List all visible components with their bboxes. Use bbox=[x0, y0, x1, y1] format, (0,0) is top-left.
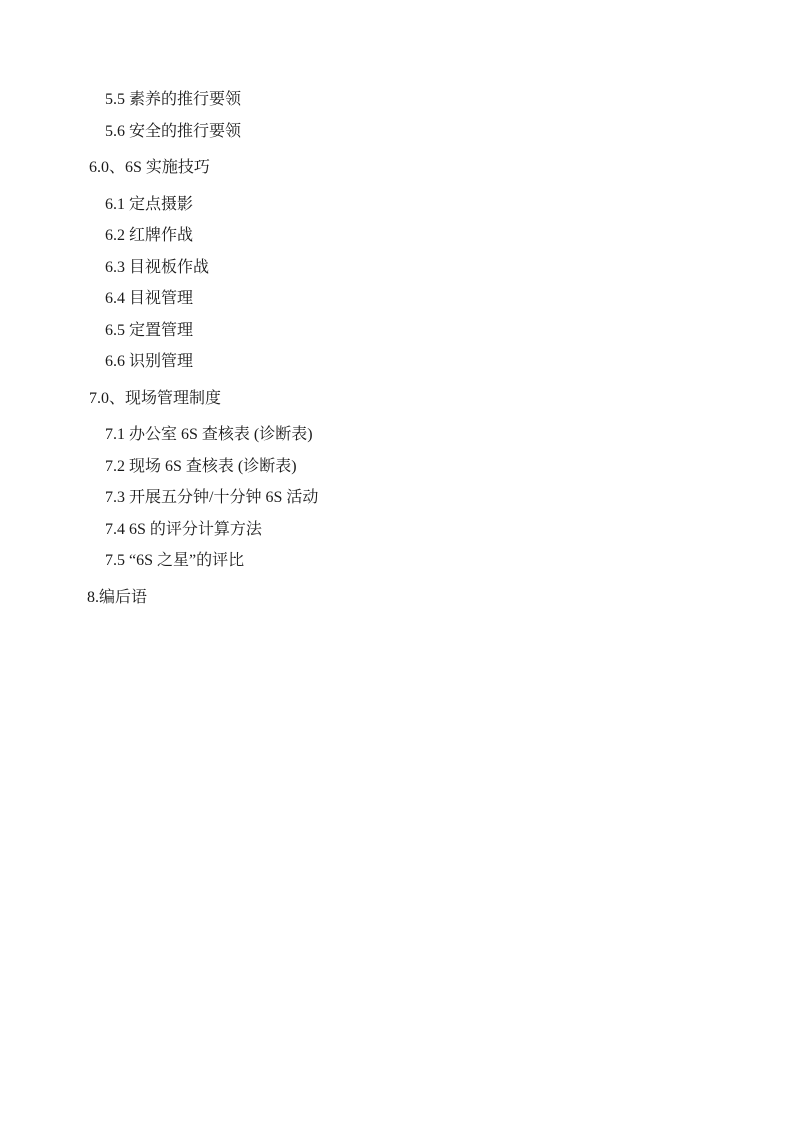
toc-item-5-6: 5.6 安全的推行要领 bbox=[105, 122, 242, 140]
toc-item-7-3: 7.3 开展五分钟/十分钟 6S 活动 bbox=[105, 489, 319, 506]
toc-item-7-4: 7.4 6S 的评分计算方法 bbox=[105, 520, 262, 538]
toc-item-6-6: 6.6 识别管理 bbox=[105, 353, 194, 370]
toc-item-7-5: 7.5 “6S 之星”的评比 bbox=[105, 552, 245, 569]
toc-item-6-2: 6.2 红牌作战 bbox=[105, 227, 194, 244]
toc-item-6-1: 6.1 定点摄影 bbox=[105, 195, 194, 213]
toc-item-7-1: 7.1 办公室 6S 查核表 (诊断表) bbox=[105, 426, 313, 443]
toc-item-6-5: 6.5 定置管理 bbox=[105, 321, 194, 339]
toc-item-7-2: 7.2 现场 6S 查核表 (诊断表) bbox=[105, 457, 297, 475]
toc-item-5-5: 5.5 素养的推行要领 bbox=[105, 91, 242, 108]
toc-item-6-3: 6.3 目视板作战 bbox=[105, 258, 210, 276]
toc-section-6-0: 6.0、6S 实施技巧 bbox=[89, 159, 210, 176]
toc-item-8: 8.编后语 bbox=[87, 588, 148, 606]
toc-item-6-4: 6.4 目视管理 bbox=[105, 290, 194, 307]
toc-section-7-0: 7.0、现场管理制度 bbox=[89, 389, 222, 407]
